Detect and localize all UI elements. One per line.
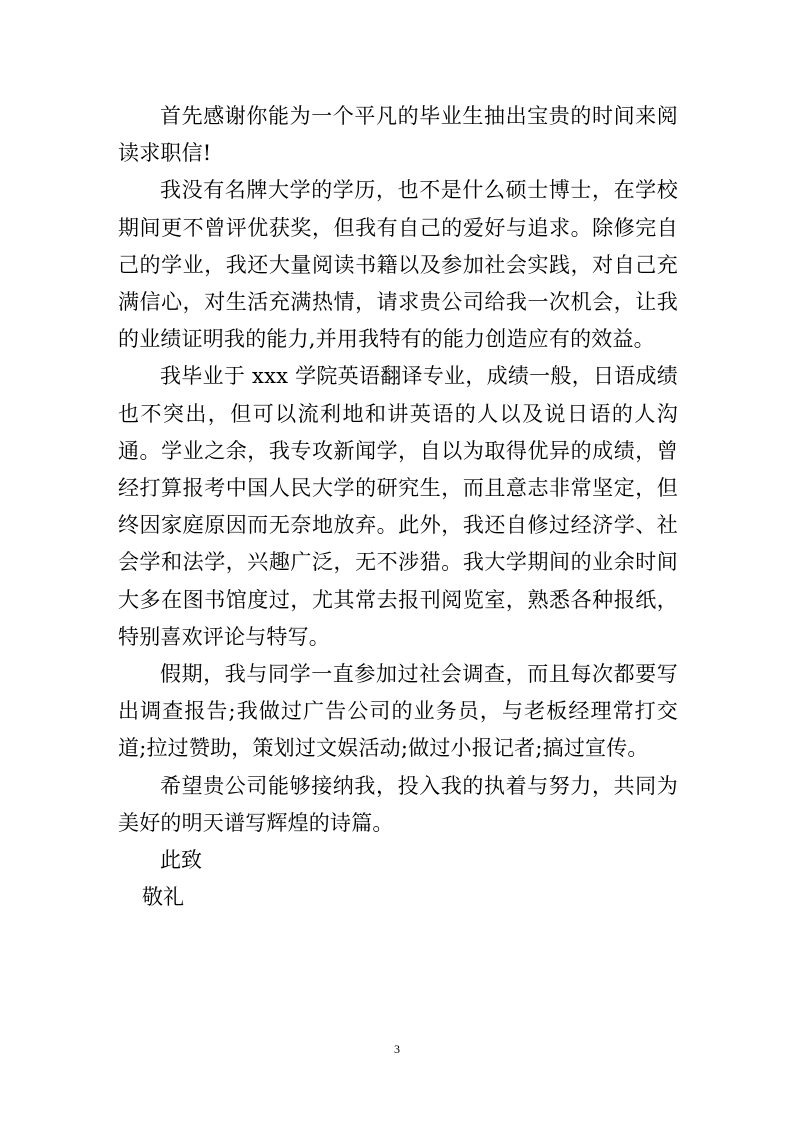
paragraph-self-intro: 我没有名牌大学的学历，也不是什么硕士博士，在学校期间更不曾评优获奖，但我有自己的爱好与追求。除修完自己的学业，我还大量阅读书籍以及参加社会实践，对自己充满信心，对生活充满热情，请求贵公司给我一次机会，让我的业绩证明我的能力,并用我特有的能力创造应有的效益。: [118, 178, 678, 352]
closing-phrase: 此致: [160, 848, 202, 873]
paragraph-education: 我毕业于 xxx 学院英语翻译专业，成绩一般，日语成绩也不突出，但可以流利地和讲英语的人以及说日语的人沟通。学业之余，我专攻新闻学，自以为取得优异的成绩，曾经打算报考中国人民大学的研究生，而且意志非常坚定，但终因家庭原因而无奈地放弃。此外，我还自修过经济学、社会学和法学，兴趣广泛，无不涉猎。我大学期间的业余时间大多在图书馆度过，尤其常去报刊阅览室，熟悉各种报纸，特别喜欢评论与特写。: [118, 364, 678, 649]
letter-body: [118, 98, 678, 916]
paragraph-greeting: 首先感谢你能为一个平凡的毕业生抽出宝贵的时间来阅读求职信!: [118, 104, 678, 166]
page-number: 3: [394, 1042, 400, 1056]
paragraph-experience: 假期，我与同学一直参加过社会调查，而且每次都要写出调查报告;我做过广告公司的业务员，与老板经理常打交道;拉过赞助，策划过文娱活动;做过小报记者;搞过宣传。: [118, 662, 678, 761]
regards-phrase: 敬礼: [142, 885, 184, 910]
paragraph-hope: 希望贵公司能够接纳我，投入我的执着与努力，共同为美好的明天谱写辉煌的诗篇。: [118, 773, 678, 835]
